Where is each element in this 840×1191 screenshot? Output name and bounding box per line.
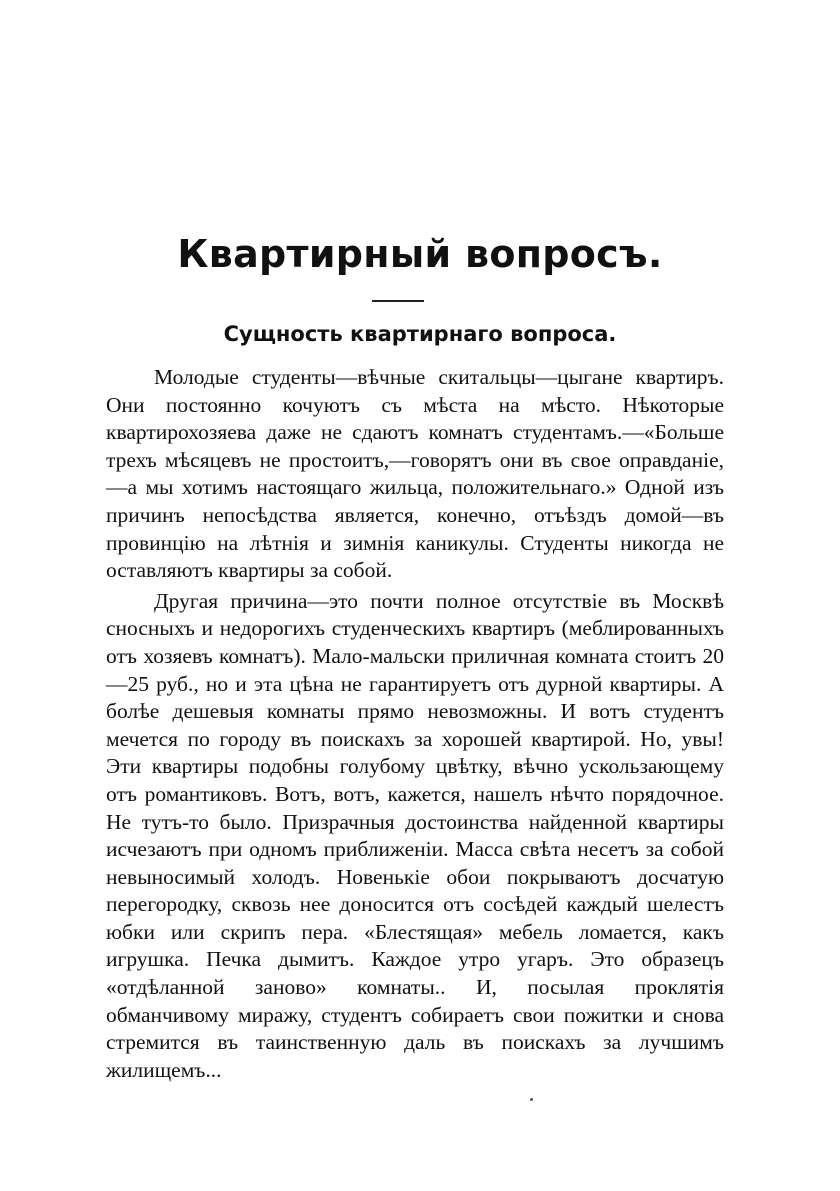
chapter-title: Квартирный вопросъ.: [177, 232, 663, 276]
print-speck: [530, 1098, 533, 1101]
body-text: [106, 364, 724, 1084]
paragraph: Другая причина—это почти полное отсутствіе въ Москвѣ сносныхъ и недорогихъ студенческихъ квартиръ (меблированныхъ отъ хозяевъ комнатъ). Мало-мальски приличная комната стоитъ 20—25 руб., но и эта цѣна не гарантируетъ отъ дурной квартиры. А болѣе дешевыя комнаты прямо невозможны. И вотъ студентъ мечется по городу въ поискахъ за хорошей квартирой. Но, увы! Эти квартиры подобны голубому цвѣтку, вѣчно ускользающему отъ романтиковъ. Вотъ, вотъ, кажется, нашелъ нѣчто порядочное. Не тутъ-то было. Призрачныя достоинства найденной квартиры исчезаютъ при одномъ приближеніи. Масса свѣта несетъ за собой невыносимый холодъ. Новенькіе обои покрываютъ досчатую перегородку, сквозь нее доносится отъ сосѣдей каждый шелестъ юбки или скрипъ пера. «Блестящая» мебель ломается, какъ игрушка. Печка дымитъ. Каждое утро угаръ. Это образецъ «отдѣланной заново» комнаты.. И, посылая проклятія обманчивому миражу, студентъ собираетъ свои пожитки и снова стремится въ таинственную даль въ поискахъ за лучшимъ жилищемъ...: [106, 588, 724, 1082]
paragraph: Молодые студенты—вѣчные скитальцы—цыгане квартиръ. Они постоянно кочуютъ съ мѣста на мѣсто. Нѣкоторые квартирохозяева даже не сдаютъ комнатъ студентамъ.—«Больше трехъ мѣсяцевъ не простоитъ,—говорятъ они въ свое оправданіе,—а мы хотимъ настоящаго жильца, положительнаго.» Одной изъ причинъ непосѣдства является, конечно, отъѣздъ домой—въ провинцію на лѣтнія и зимнія каникулы. Студенты никогда не оставляютъ квартиры за собой.: [106, 365, 724, 583]
section-heading: Сущность квартирнаго вопроса.: [223, 322, 617, 346]
title-divider: [372, 300, 424, 302]
